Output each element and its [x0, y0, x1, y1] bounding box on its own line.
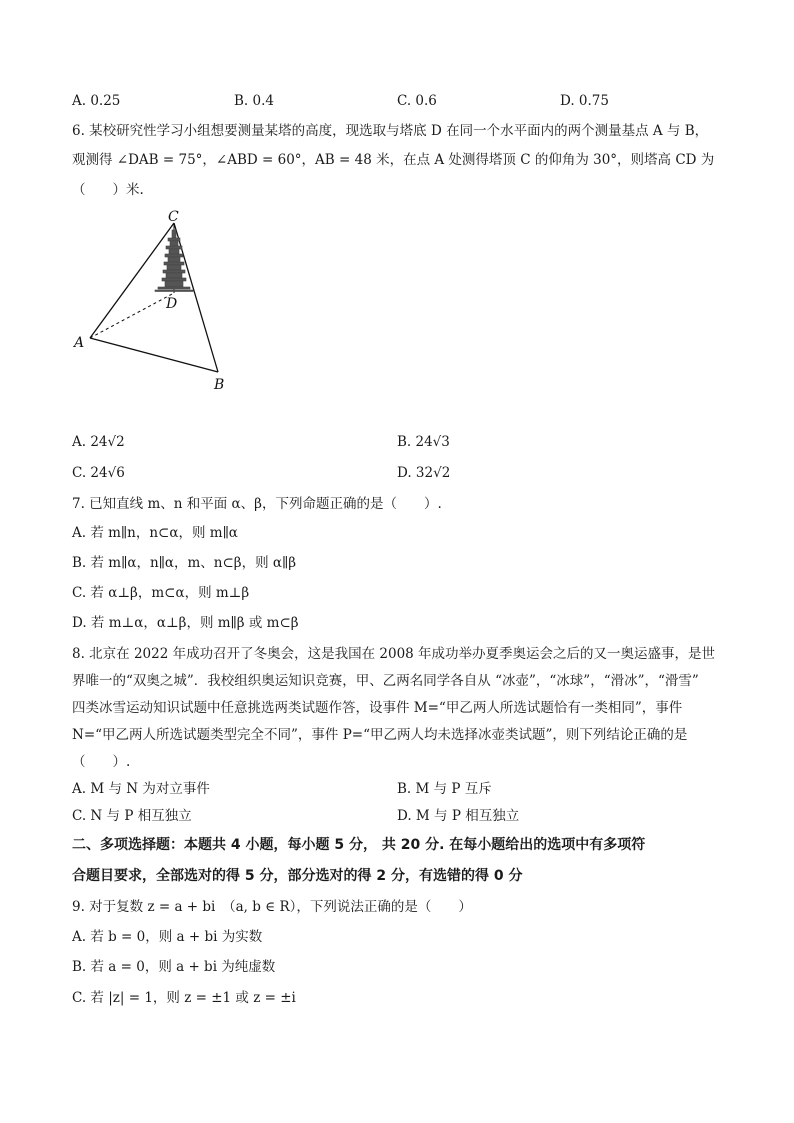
label-point-b: B	[214, 377, 225, 393]
label-point-a: A	[74, 335, 85, 351]
q5-option-c: C. 0.6	[397, 93, 437, 109]
q8-option-c: C. N 与 P 相互独立	[72, 808, 192, 824]
q5-option-a: A. 0.25	[72, 93, 121, 109]
label-point-d: D	[166, 296, 178, 312]
q8-option-a: A. M 与 N 为对立事件	[72, 781, 210, 797]
label-point-c: C	[168, 209, 179, 225]
tower-triangle-figure	[70, 205, 250, 395]
section2-heading-line1: 二、多项选择题：本题共 4 小题，每小题 5 分， 共 20 分. 在每小题给出的选项中有多项符	[72, 837, 646, 853]
tower-diagram	[70, 205, 250, 395]
q8-stem-line5: （ ）.	[72, 754, 131, 770]
q6-stem-line1: 6. 某校研究性学习小组想要测量某塔的高度，现选取与塔底 D 在同一个水平面内的两个测量基点 A 与 B，	[72, 123, 709, 139]
q9-stem: 9. 对于复数 z = a + bi （a, b ∈ R），下列说法正确的是（ ）	[72, 899, 472, 915]
q7-option-b: B. 若 m∥α，n∥α，m、n⊂β，则 α∥β	[72, 555, 297, 571]
q8-stem-line4: N=“甲乙两人所选试题类型完全不同”，事件 P=“甲乙两人均未选择冰壶类试题”，则下列结论正确的是	[72, 727, 688, 743]
q8-option-d: D. M 与 P 相互独立	[397, 808, 520, 824]
q7-option-c: C. 若 α⊥β，m⊂α，则 m⊥β	[72, 585, 250, 601]
q8-option-b: B. M 与 P 互斥	[397, 781, 492, 797]
q8-stem-line2: 界唯一的“双奥之城”．我校组织奥运知识竞赛，甲、乙两名同学各自从 “冰壶”，“冰球”，“滑冰”，“滑雪”	[72, 673, 699, 689]
q6-option-c: C. 24√6	[72, 465, 125, 481]
section2-heading-line2: 合题目要求，全部选对的得 5 分，部分选对的得 2 分，有选错的得 0 分	[72, 868, 523, 884]
q5-option-d: D. 0.75	[560, 93, 609, 109]
q8-stem-line3: 四类冰雪运动知识试题中任意挑选两类试题作答，设事件 M=“甲乙两人所选试题恰有一类相同”，事件	[72, 700, 683, 716]
q7-option-d: D. 若 m⊥α，α⊥β，则 m∥β 或 m⊂β	[72, 615, 299, 631]
q9-option-b: B. 若 a = 0，则 a + bi 为纯虚数	[72, 959, 276, 975]
q9-option-c: C. 若 |z| = 1，则 z = ±1 或 z = ±i	[72, 990, 296, 1006]
q8-stem-line1: 8. 北京在 2022 年成功召开了冬奥会，这是我国在 2008 年成功举办夏季奥运会之后的又一奥运盛事，是世	[72, 646, 716, 662]
q9-option-a: A. 若 b = 0，则 a + bi 为实数	[72, 929, 263, 945]
q7-option-a: A. 若 m∥n，n⊂α，则 m∥α	[72, 525, 238, 541]
q6-option-b: B. 24√3	[397, 434, 450, 450]
q6-stem-line3: （ ）米.	[72, 182, 144, 198]
q6-option-a: A. 24√2	[72, 434, 125, 450]
q6-stem-line2: 观测得 ∠DAB = 75°，∠ABD = 60°，AB = 48 米，在点 A 处测得塔顶 C 的仰角为 30°，则塔高 CD 为	[72, 152, 715, 168]
pagoda-icon	[155, 230, 193, 292]
q5-option-b: B. 0.4	[234, 93, 274, 109]
q7-stem: 7. 已知直线 m、n 和平面 α、β，下列命题正确的是（ ）.	[72, 496, 442, 512]
q6-option-d: D. 32√2	[397, 465, 451, 481]
